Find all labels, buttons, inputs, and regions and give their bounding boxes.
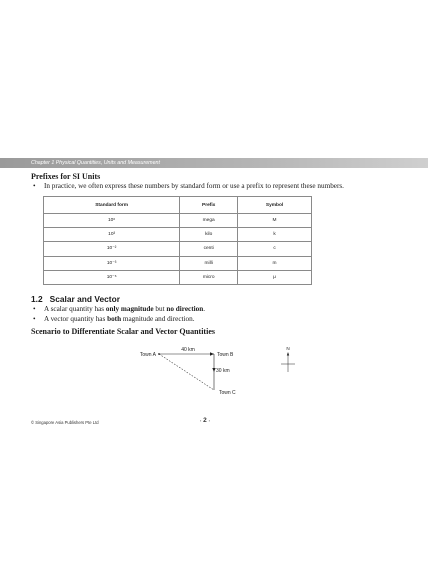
chapter-header-bar [0, 158, 428, 168]
prefixes-heading: Prefixes for SI Units [31, 172, 101, 181]
cell-symbol: m [238, 256, 312, 270]
table-row [44, 256, 312, 270]
cell-symbol: c [238, 242, 312, 256]
cell-standard-form: 10⁶ [44, 214, 180, 228]
cell-symbol: M [238, 214, 312, 228]
cell-symbol: k [238, 228, 312, 242]
cell-prefix: milli [180, 256, 238, 270]
prefixes-intro-text: In practice, we often express these numbers by standard form or use a prefix to represent these numbers. [44, 182, 344, 190]
cell-symbol: μ [238, 270, 312, 284]
scenario-heading: Scenario to Differentiate Scalar and Vector Quantities [31, 327, 215, 336]
vector-bold-both: both [107, 315, 122, 323]
displacement-ac-dashed-line [159, 354, 214, 390]
town-b-label: Town B [217, 352, 234, 358]
section-title-text: Scalar and Vector [49, 294, 120, 304]
scalar-text-part: . [203, 305, 206, 313]
cell-prefix: centi [180, 242, 238, 256]
scalar-text-part: but [153, 305, 167, 313]
towns-displacement-diagram [120, 340, 310, 410]
column-header-prefix: Prefix [180, 197, 238, 214]
publisher-credit: © Singapore Asia Publishers Pte Ltd [31, 420, 99, 425]
table-row [44, 242, 312, 256]
distance-ab-label: 40 km [181, 347, 195, 353]
bullet-dot: • [33, 305, 36, 313]
table-header-row [44, 197, 312, 214]
prefixes-intro [33, 182, 344, 191]
table-row [44, 228, 312, 242]
chapter-title: Chapter 1 Physical Quantities, Units and Measurement [31, 160, 160, 166]
town-a-point [158, 353, 160, 355]
distance-bc-label: 30 km [216, 368, 230, 374]
cell-standard-form: 10⁻³ [44, 256, 180, 270]
page-number [200, 417, 210, 424]
arrowhead-ab-icon [210, 352, 214, 355]
town-c-label: Town C [219, 390, 236, 396]
page-number-value: 2 [203, 417, 207, 424]
page-marker-right: › [208, 417, 210, 423]
vector-text-part: magnitude and direction. [121, 315, 195, 323]
scalar-definition [33, 305, 206, 314]
north-arrow-icon [287, 352, 289, 356]
table-row [44, 214, 312, 228]
scalar-bold-magnitude: only magnitude [105, 305, 154, 313]
cell-prefix: kilo [180, 228, 238, 242]
table-row [44, 270, 312, 284]
cell-standard-form: 10⁻² [44, 242, 180, 256]
bullet-dot: • [33, 182, 36, 190]
cell-standard-form: 10³ [44, 228, 180, 242]
column-header-standard-form: Standard form [44, 197, 180, 214]
page-marker-left: ‹ [200, 417, 202, 423]
column-header-symbol: Symbol [238, 197, 312, 214]
scalar-text-part: A scalar quantity has [44, 305, 106, 313]
north-label: N [286, 346, 290, 351]
cell-prefix: micro [180, 270, 238, 284]
si-prefix-table [43, 196, 312, 285]
bullet-dot: • [33, 315, 36, 323]
scalar-bold-direction: no direction [166, 305, 204, 313]
vector-text-part: A vector quantity has [44, 315, 108, 323]
section-heading [31, 294, 120, 304]
section-number: 1.2 [31, 294, 43, 304]
vector-definition [33, 315, 195, 324]
town-a-label: Town A [139, 352, 156, 358]
cell-prefix: mega [180, 214, 238, 228]
cell-standard-form: 10⁻⁶ [44, 270, 180, 284]
